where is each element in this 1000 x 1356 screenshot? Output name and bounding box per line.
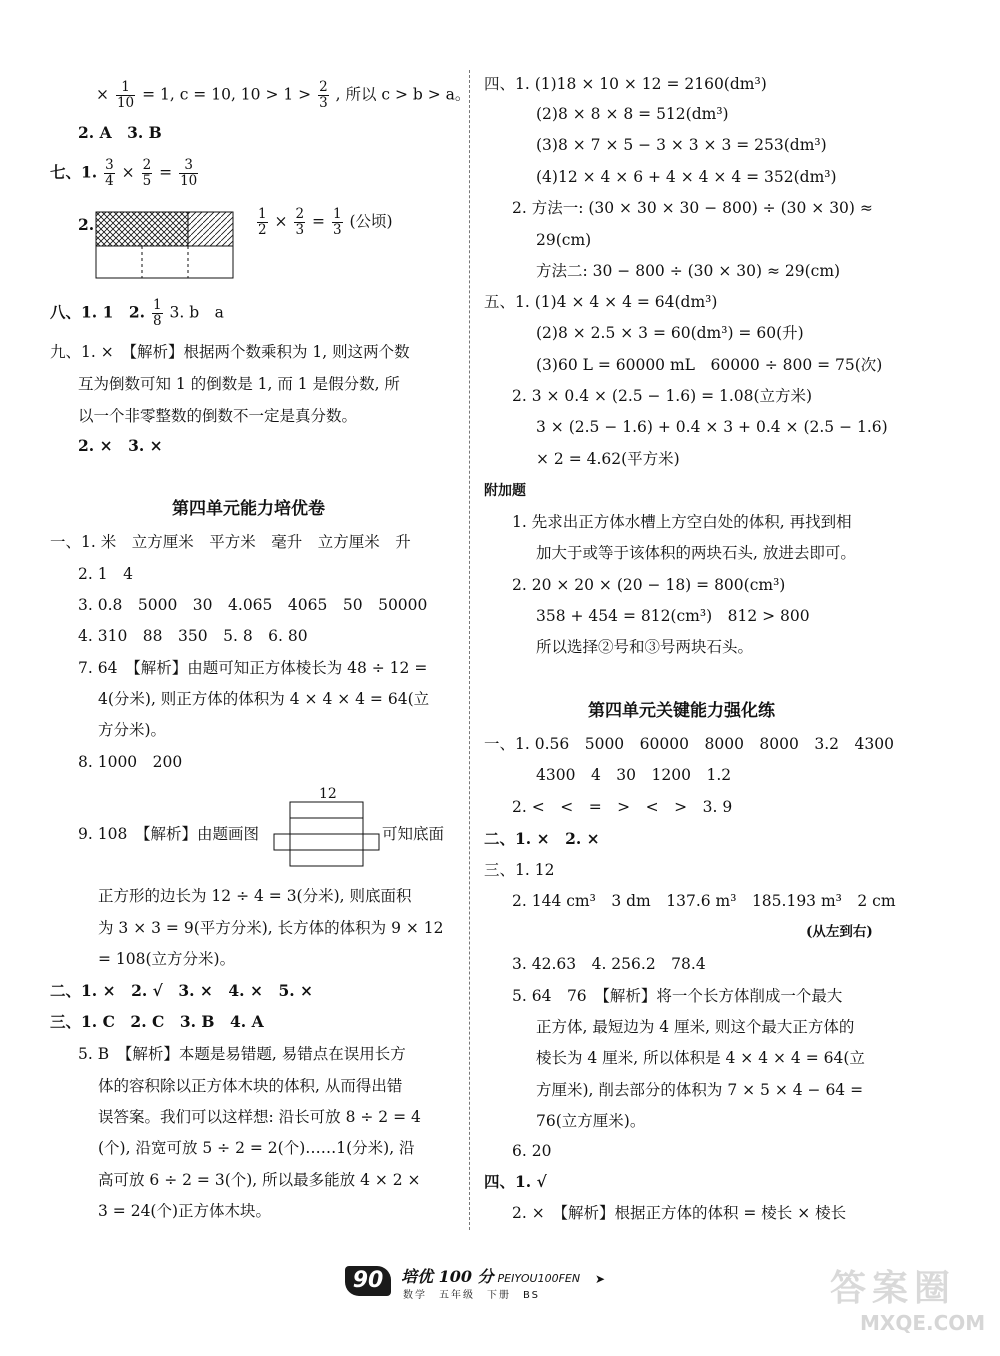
operator: = <box>312 212 325 231</box>
fraction <box>294 207 305 238</box>
watermark <box>830 1260 985 1335</box>
fraction <box>152 298 163 329</box>
cuboid-net-diagram <box>273 801 381 867</box>
answer-line: 5. B 【解析】本题是易错题, 易错点在误用长方 <box>78 1045 406 1063</box>
answer-line: 五、1. (1)4 × 4 × 4 = 64(dm³) <box>484 293 718 311</box>
fraction <box>332 207 343 238</box>
answer-line: (4)12 × 4 × 6 + 4 × 4 × 4 = 352(dm³) <box>536 168 837 186</box>
brand-english: PEIYOU100FEN <box>497 1272 581 1285</box>
denominator: 8 <box>152 313 162 329</box>
fraction <box>318 80 329 111</box>
watermark-site: MXQE.COM <box>860 1311 986 1335</box>
numerator: 3 <box>179 158 198 174</box>
answer-line: 三、1. C 2. C 3. B 4. A <box>50 1012 264 1031</box>
answer-line: 方厘米), 削去部分的体积为 7 × 5 × 4 − 64 = <box>536 1081 864 1099</box>
answer-line: 6. 20 <box>512 1142 552 1160</box>
fraction <box>179 158 198 189</box>
answer-line <box>96 80 470 111</box>
answer-line: 2. 1 4 <box>78 565 133 583</box>
answer-line: 所以选择②号和③号两块石头。 <box>536 638 754 656</box>
operator: = <box>159 163 173 182</box>
section-title: 第四单元关键能力强化练 <box>588 701 775 721</box>
text: × <box>96 85 109 104</box>
answer-line: 互为倒数可知 1 的倒数是 1, 而 1 是假分数, 所 <box>78 375 400 393</box>
denominator: 3 <box>295 222 305 238</box>
answer-line: 体的容积除以正方体木块的体积, 从而得出错 <box>98 1077 403 1095</box>
denominator: 2 <box>258 222 267 238</box>
answer-line: 4. 310 88 350 5. 8 6. 80 <box>78 627 308 645</box>
answer-line: (2)8 × 2.5 × 3 = 60(dm³) = 60(升) <box>536 324 804 342</box>
answer-line: 误答案。我们可以这样想: 沿长可放 8 ÷ 2 = 4 <box>98 1108 421 1126</box>
section-title: 第四单元能力培优卷 <box>172 499 325 519</box>
answer-line: × 2 = 4.62(平方米) <box>536 450 680 468</box>
denominator: 3 <box>319 95 328 111</box>
answer-line: 2. 3 × 0.4 × (2.5 − 1.6) = 1.08(立方米) <box>512 387 813 405</box>
numerator: 2 <box>142 157 152 173</box>
answer-line: (2)8 × 8 × 8 = 512(dm³) <box>536 105 729 123</box>
page-number: 90 <box>345 1266 391 1296</box>
answer-line: 可知底面 <box>382 825 445 843</box>
denominator: 3 <box>332 222 342 238</box>
fraction <box>116 80 135 111</box>
answer-line: 8. 1000 200 <box>78 753 183 771</box>
answer-line: 9. 108 【解析】由题画图 <box>78 825 260 843</box>
brand-name: 培优 100 分 <box>401 1267 494 1286</box>
answer-line: 29(cm) <box>536 231 592 249</box>
text: 3. b a <box>169 303 224 322</box>
numerator: 2 <box>295 206 305 222</box>
section-label: 七、1. <box>50 162 98 182</box>
unit: (公顷) <box>349 212 393 231</box>
text: = 1, c = 10, 10 > 1 > <box>142 85 312 104</box>
answer-line: 3. 42.63 4. 256.2 78.4 <box>512 955 706 973</box>
answer-line: 二、1. × 2. × <box>484 829 600 848</box>
answer-line: 棱长为 4 厘米, 所以体积是 4 × 4 × 4 = 64(立 <box>536 1049 865 1067</box>
denominator: 5 <box>142 173 152 189</box>
answer-line <box>50 298 224 329</box>
answer-line: 3 × (2.5 − 1.6) + 0.4 × 3 + 0.4 × (2.5 − 1.6) <box>536 418 888 436</box>
denominator: 4 <box>105 173 114 189</box>
numerator: 2 <box>319 79 328 95</box>
answer-line: 5. 64 76 【解析】将一个长方体削成一个最大 <box>512 987 843 1005</box>
answer-line <box>50 158 200 189</box>
watermark-text: 答案圈 <box>830 1268 957 1309</box>
question-number: 2. <box>78 215 95 234</box>
answer-line: 2. × 【解析】根据正方体的体积 = 棱长 × 棱长 <box>512 1204 847 1222</box>
answer-line: 以一个非零整数的倒数不一定是真分数。 <box>78 407 358 425</box>
numerator: 1 <box>258 206 267 222</box>
answer-line: 3. 0.8 5000 30 4.065 4065 50 50000 <box>78 596 428 614</box>
answer-line: 方法二: 30 − 800 ÷ (30 × 30) ≈ 29(cm) <box>536 262 841 280</box>
denominator: 10 <box>116 95 135 111</box>
text: 八、1. 1 2. <box>50 302 146 322</box>
text: , 所以 c > b > a。 <box>335 85 471 104</box>
answer-line: 7. 64 【解析】由题可知正方体棱长为 48 ÷ 12 = <box>78 659 428 677</box>
answer-line: 2. 方法一: (30 × 30 × 30 − 800) ÷ (30 × 30) ≈ <box>512 199 873 217</box>
answer-line: 2. × 3. × <box>78 436 163 455</box>
numerator: 1 <box>152 297 162 313</box>
answer-line: 3 = 24(个)正方体木块。 <box>98 1202 272 1220</box>
answer-line: 358 + 454 = 812(cm³) 812 > 800 <box>536 607 810 625</box>
answer-line: 1. 先求出正方体水槽上方空白处的体积, 再找到相 <box>512 513 852 531</box>
answer-line: 4(分米), 则正方体的体积为 4 × 4 × 4 = 64(立 <box>98 690 430 708</box>
answer-line: 2. A 3. B <box>78 123 162 142</box>
answer-line: 三、1. 12 <box>484 861 555 879</box>
answer-line: (个), 沿宽可放 5 ÷ 2 = 2(个)……1(分米), 沿 <box>98 1139 415 1157</box>
page-footer <box>345 1266 615 1300</box>
numerator: 3 <box>105 157 114 173</box>
answer-line: 四、1. √ <box>484 1172 547 1191</box>
answer-line: 76(立方厘米)。 <box>536 1112 646 1130</box>
answer-line: 方分米)。 <box>98 721 167 739</box>
answer-line: (3)8 × 7 × 5 − 3 × 3 × 3 = 253(dm³) <box>536 136 827 154</box>
brand-title <box>401 1264 580 1287</box>
fraction <box>257 207 268 238</box>
fraction <box>104 158 115 189</box>
denominator: 10 <box>180 173 198 189</box>
answer-line: 4300 4 30 1200 1.2 <box>536 766 732 784</box>
answer-line: 2. 20 × 20 × (20 − 18) = 800(cm³) <box>512 576 786 594</box>
arrow-icon: ➤ <box>595 1272 606 1286</box>
operator: × <box>274 212 288 231</box>
answer-line: 2. < < = > < > 3. 9 <box>512 798 733 816</box>
answer-line: 一、1. 0.56 5000 60000 8000 8000 3.2 4300 <box>484 735 894 753</box>
answer-line: = 108(立方分米)。 <box>98 950 236 968</box>
numerator: 1 <box>332 206 342 222</box>
answer-line: 2. 144 cm³ 3 dm 137.6 m³ 185.193 m³ 2 cm <box>512 892 896 910</box>
answer-line: 加大于或等于该体积的两块石头, 放进去即可。 <box>536 544 856 562</box>
numerator: 1 <box>116 80 135 96</box>
answer-line: 二、1. × 2. √ 3. × 4. × 5. × <box>50 981 314 1000</box>
answer-line: 正方体, 最短边为 4 厘米, 则这个最大正方体的 <box>536 1018 855 1036</box>
answer-line: 为 3 × 3 = 9(平方分米), 长方体的体积为 9 × 12 <box>98 919 444 937</box>
answer-line: 四、1. (1)18 × 10 × 12 = 2160(dm³) <box>484 75 767 93</box>
answer-line <box>255 207 393 238</box>
answer-line: 高可放 6 ÷ 2 = 3(个), 所以最多能放 4 × 2 × <box>98 1171 421 1189</box>
answer-line: (3)60 L = 60000 mL 60000 ÷ 800 = 75(次) <box>536 356 883 374</box>
book-meta: 数学 五年级 下册 BS <box>403 1290 541 1301</box>
fraction <box>142 158 153 189</box>
column-divider <box>469 70 470 1230</box>
section-label: 附加题 <box>484 483 526 499</box>
answer-line: 九、1. × 【解析】根据两个数乘积为 1, 则这两个数 <box>50 343 410 361</box>
answer-line: 正方形的边长为 12 ÷ 4 = 3(分米), 则底面积 <box>98 887 412 905</box>
note: (从左到右) <box>806 924 873 940</box>
operator: × <box>121 163 135 182</box>
hatched-rectangle-diagram <box>95 211 235 279</box>
answer-line: 一、1. 米 立方厘米 平方米 毫升 立方厘米 升 <box>50 533 411 551</box>
diagram-label: 12 <box>319 786 337 802</box>
